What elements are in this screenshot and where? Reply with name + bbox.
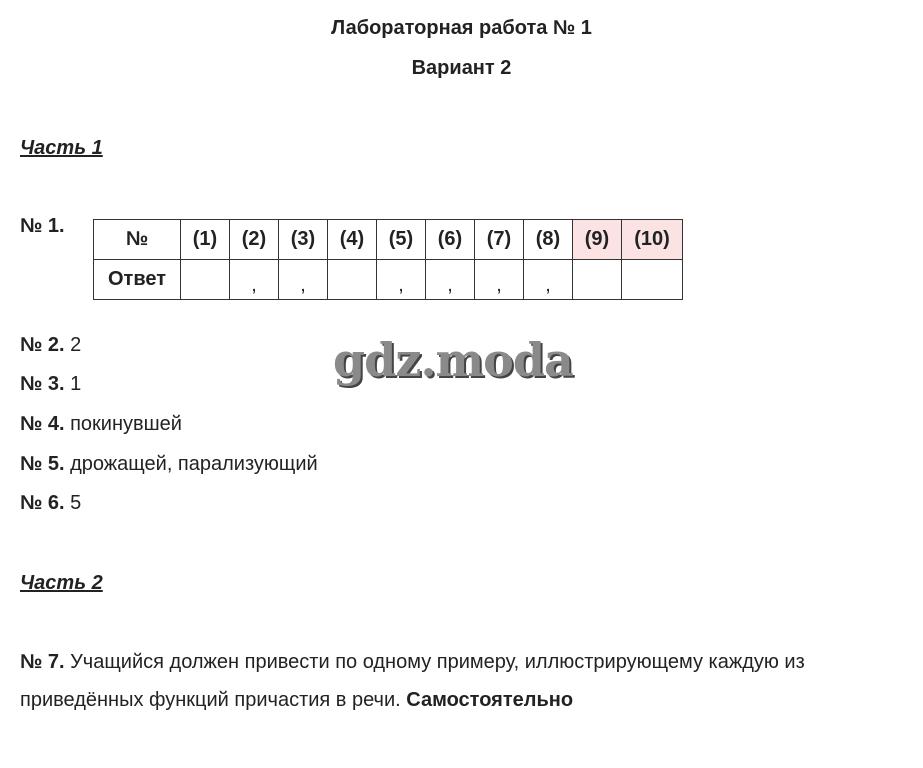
table-header-cell: (9) [573,220,622,260]
answer-row-label: Ответ [94,260,181,300]
answer-cell [328,260,377,300]
question-7-bold-end: Самостоятельно [406,689,574,711]
table-header-cell: (1) [181,220,230,260]
table-header-cell: (5) [377,220,426,260]
answer-cell: , [279,260,328,300]
variant-title: Вариант 2 [411,57,512,79]
question-7-label: № 7. [20,651,65,673]
question-label: № 4. [20,413,65,435]
table-header-cell: (7) [475,220,524,260]
question-7-text-1: Учащийся должен привести по одному примеру, иллюстрирующему каждую из [70,651,805,673]
table-header-cell: (6) [426,220,475,260]
question-6 [20,492,81,515]
part-1-heading: Часть 1 [20,137,103,159]
table-header-cell: (8) [524,220,573,260]
answer-cell: , [377,260,426,300]
answer-table-answer-row [94,260,683,300]
question-3 [20,373,81,396]
question-label: № 5. [20,453,65,475]
question-1 [20,215,65,238]
answer-cell [622,260,683,300]
answer-table-header-row [94,220,683,260]
question-answer: 5 [70,492,82,514]
table-header-cell: (2) [230,220,279,260]
part-2-heading: Часть 2 [20,572,103,594]
question-2 [20,334,81,357]
table-header-cell: № [94,220,181,260]
question-answer: покинувшей [70,413,182,435]
question-1-label: № 1. [20,215,65,237]
table-header-cell: (4) [328,220,377,260]
question-answer: дрожащей, парализующий [70,453,318,475]
question-7-line-1 [20,651,805,674]
answer-cell: , [230,260,279,300]
answer-cell [573,260,622,300]
table-header-cell: (3) [279,220,328,260]
watermark-logo: gdz.moda [333,333,573,387]
answer-cell: , [524,260,573,300]
question-5 [20,453,318,476]
question-label: № 6. [20,492,65,514]
table-header-cell: (10) [622,220,683,260]
question-label: № 2. [20,334,65,356]
answer-table [93,219,683,300]
question-7-text-2: приведённых функций причастия в речи. [20,689,401,711]
answer-cell [181,260,230,300]
question-4 [20,413,182,436]
question-7-line-2 [20,689,573,712]
answer-cell: , [426,260,475,300]
page-title: Лабораторная работа № 1 [331,17,592,39]
question-label: № 3. [20,373,65,395]
answer-cell: , [475,260,524,300]
question-answer: 2 [70,334,82,356]
question-answer: 1 [70,373,82,395]
